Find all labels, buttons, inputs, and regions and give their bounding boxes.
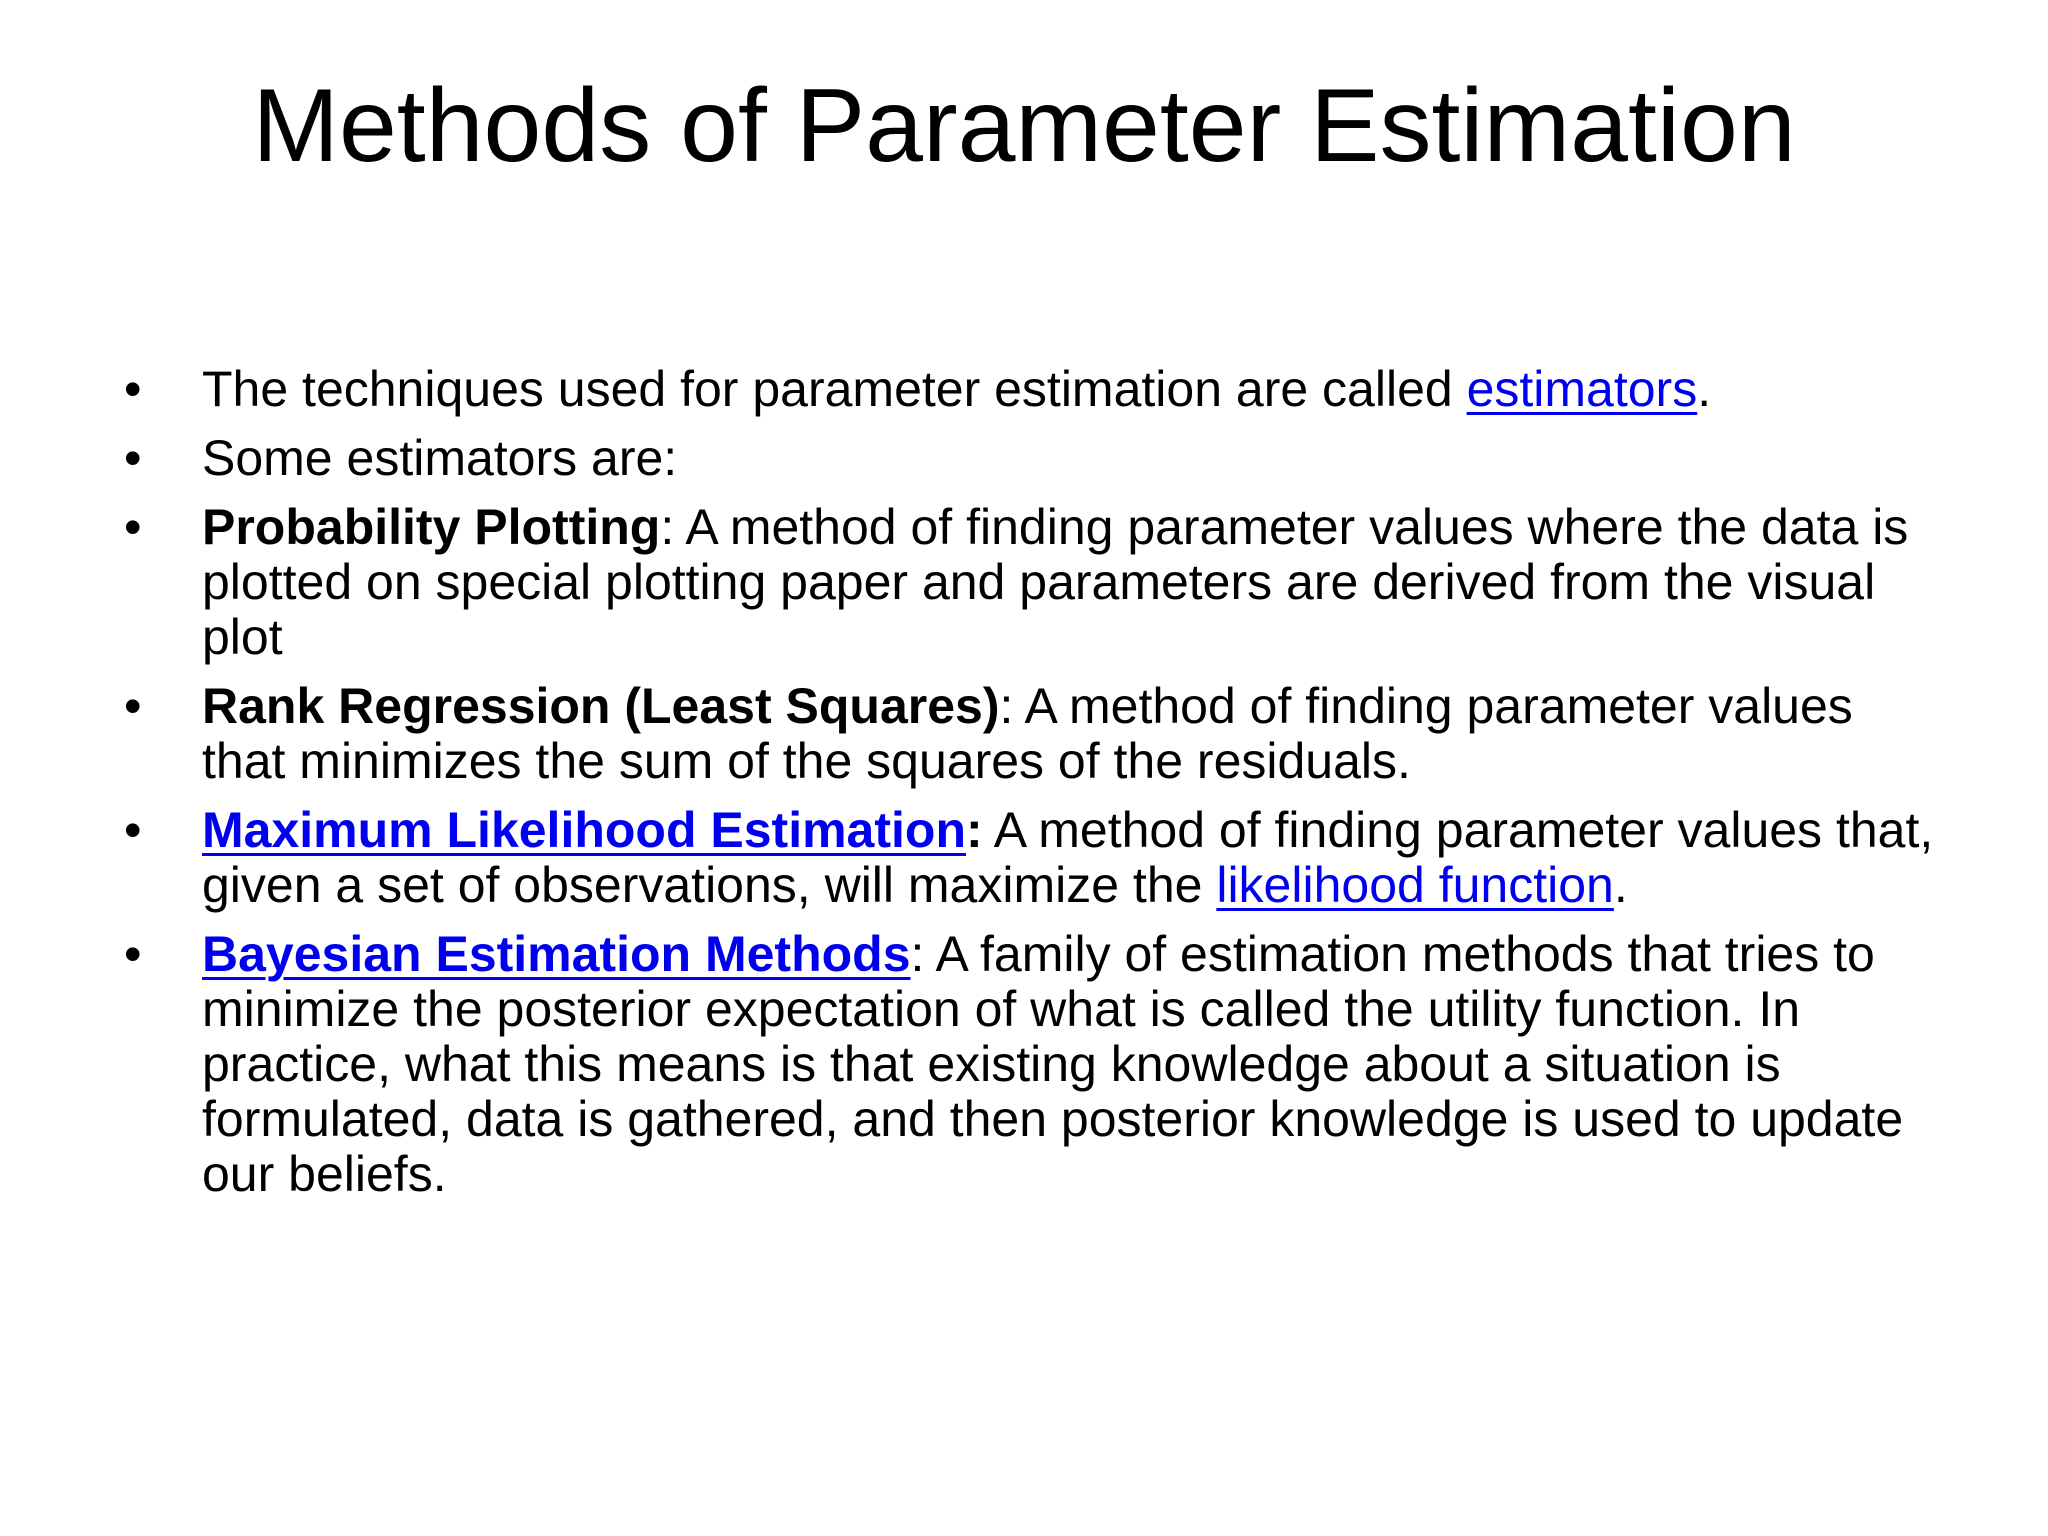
likelihood-function-link[interactable]: likelihood function [1216, 857, 1614, 913]
list-item [120, 500, 1950, 665]
term-probability-plotting: Probability Plotting [202, 499, 661, 555]
bullet-icon: • [124, 499, 142, 555]
bullet-text: Some estimators are: [202, 430, 678, 486]
bullet-text-end: . [1697, 361, 1712, 417]
bullet-icon: • [124, 802, 142, 858]
bullet-icon: • [124, 926, 142, 982]
term-rank-regression: Rank Regression (Least Squares) [202, 678, 1000, 734]
list-item [120, 679, 1950, 789]
bullet-icon: • [124, 361, 142, 417]
maximum-likelihood-estimation-link[interactable]: Maximum Likelihood Estimation [202, 802, 966, 858]
estimators-link[interactable]: estimators [1466, 361, 1698, 417]
term-colon: : [966, 802, 983, 858]
list-item [120, 362, 1950, 417]
slide-title: Methods of Parameter Estimation [252, 68, 1796, 184]
bullet-text: The techniques used for parameter estimation are called [202, 361, 1467, 417]
list-item [120, 803, 1950, 913]
bullet-icon: • [124, 430, 142, 486]
bullet-text: : A method of finding parameter values where the data is plotted on special plotting paper and parameters are derived from the visual plot [202, 499, 1909, 665]
list-item [120, 927, 1950, 1202]
bullet-text-end: . [1613, 857, 1628, 913]
bayesian-estimation-methods-link[interactable]: Bayesian Estimation Methods [202, 926, 911, 982]
bullet-list [120, 362, 1950, 1216]
bullet-text: A method of finding parameter values that, given a set of observations, will maximize the [202, 802, 1934, 913]
bullet-text: : A family of estimation methods that tries to minimize the posterior expectation of what is called the utility function. In practice, what this means is that existing knowledge about a situation is formulated, data is gathered, and then posterior knowledge is used to update our beliefs. [202, 926, 1904, 1202]
bullet-text: : A method of finding parameter values that minimizes the sum of the squares of the residuals. [202, 678, 1853, 789]
bullet-icon: • [124, 678, 142, 734]
list-item [120, 431, 1950, 486]
